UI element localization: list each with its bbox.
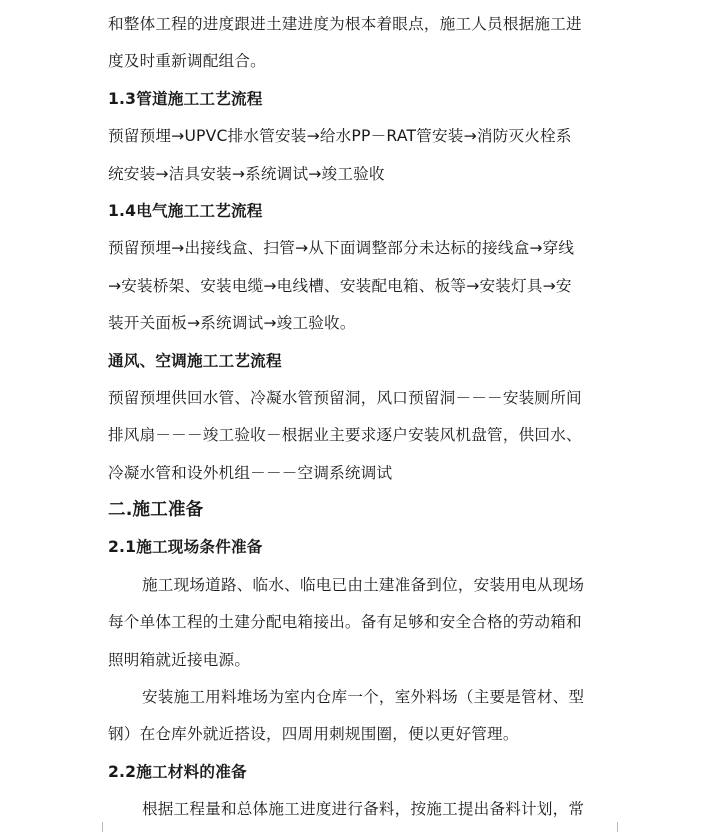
section-heading-1-3: 1.3管道施工工艺流程 (108, 89, 263, 108)
paragraph-line: 每个单体工程的土建分配电箱接出。备有足够和安全合格的劳动箱和 (108, 613, 582, 632)
document-body (108, 6, 606, 829)
section-heading-hvac: 通风、空调施工工艺流程 (108, 351, 282, 370)
margin-corner-mark (617, 822, 628, 832)
paragraph-line: 排风扇－－－竣工验收－根据业主要求逐户安装风机盘管，供回水、 (108, 426, 582, 445)
paragraph-line: 照明箱就近接电源。 (108, 650, 251, 669)
paragraph-line: 施工现场道路、临水、临电已由土建准备到位，安装用电从现场 (142, 575, 585, 594)
section-heading-2-2: 2.2施工材料的准备 (108, 762, 247, 781)
chapter-heading-2: 二.施工准备 (108, 500, 204, 521)
paragraph-line: 度及时重新调配组合。 (108, 52, 266, 71)
paragraph-line: 冷凝水管和设外机组－－－空调系统调试 (108, 463, 393, 482)
margin-corner-mark (92, 822, 103, 832)
paragraph-line: 钢）在仓库外就近搭设，四周用刺规围圈，便以更好管理。 (108, 725, 519, 744)
paragraph-line: 和整体工程的进度跟进土建进度为根本着眼点，施工人员根据施工进 (108, 15, 582, 33)
paragraph-line: 装开关面板→系统调试→竣工验收。 (108, 314, 356, 333)
paragraph-line: 预留预埋→UPVC排水管安装→给水PP－RAT管安装→消防灭火栓系 (108, 127, 572, 146)
paragraph-line: 预留预埋供回水管、冷凝水管预留洞，风口预留洞－－－安装厕所间 (108, 388, 582, 407)
paragraph-line: →安装桥架、安装电缆→电线槽、安装配电箱、板等→安装灯具→安 (108, 276, 572, 295)
paragraph-line: 安装施工用料堆场为室内仓库一个，室外料场（主要是管材、型 (142, 688, 585, 707)
section-heading-1-4: 1.4电气施工工艺流程 (108, 201, 263, 220)
paragraph-line: 预留预埋→出接线盒、扫管→从下面调整部分未达标的接线盒→穿线 (108, 239, 575, 258)
section-heading-2-1: 2.1施工现场条件准备 (108, 538, 263, 557)
paragraph-line: 统安装→洁具安装→系统调试→竣工验收 (108, 164, 385, 183)
paragraph-line: 根据工程量和总体施工进度进行备料，按施工提出备料计划，常 (142, 800, 585, 819)
